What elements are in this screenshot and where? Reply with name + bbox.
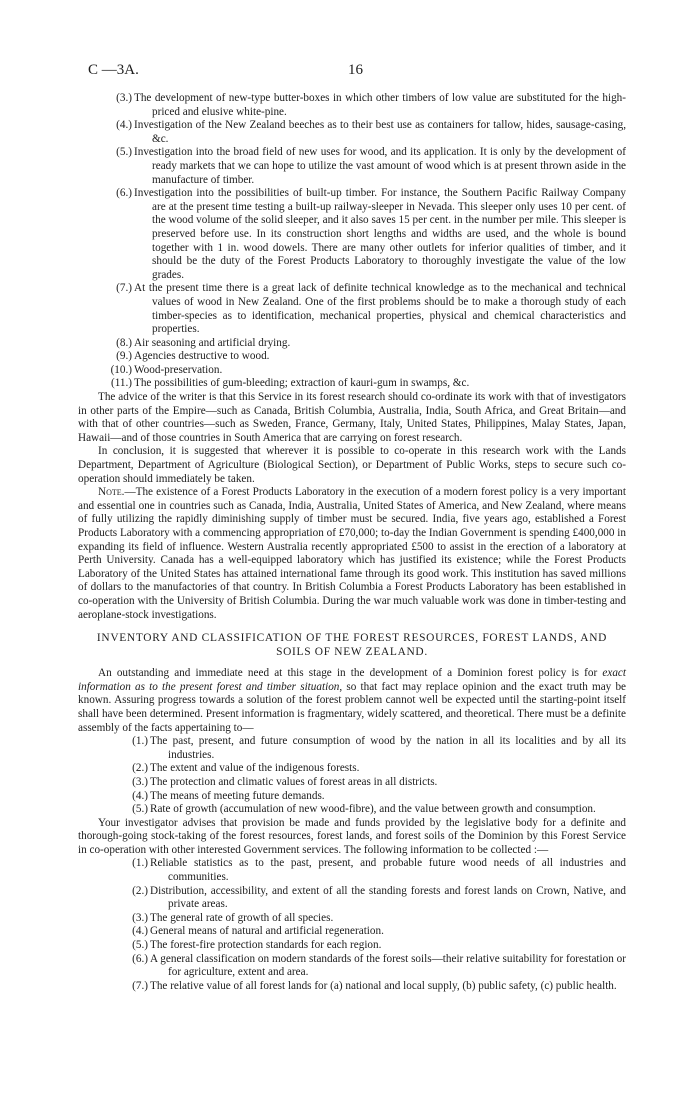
list-item: (3.) The protection and climatic values of forest areas in all districts. [132, 775, 438, 788]
list-item: (5.) The forest-fire protection standards for each region. [132, 939, 382, 952]
list-item: (4.) General means of natural and artificial regeneration. [132, 925, 384, 938]
document-reference: C —3A. [88, 62, 139, 78]
section-heading: INVENTORY AND CLASSIFICATION OF THE FOREST RESOURCES, FOREST LANDS, AND SOILS OF NEW ZEALAND. [96, 632, 608, 659]
list-item: (2.) Distribution, accessibility, and extent of all the standing forests and forest lands on Crown, Native, and private areas. [132, 884, 626, 911]
list-item: (1.) The past, present, and future consumption of wood by the nation in all its localities and by all its industries. [132, 735, 626, 761]
list-item: (8.) Air seasoning and artificial drying. [116, 336, 291, 349]
conclusion-paragraph: In conclusion, it is suggested that wherever it is possible to co-operate in this research work with the Lands Department, Department of Agriculture (Biological Section), or Department of Public Works, steps to secure such co-operation should immediately be taken. [78, 445, 626, 485]
page-header [88, 62, 612, 84]
list-item: (3.) The general rate of growth of all species. [132, 911, 334, 924]
note-text: —The existence of a Forest Products Laboratory in the execution of a modern forest policy is a very important and essential one in countries such as Canada, India, Australia, United States of America, and New Zealand, where means of fully utilizing the rapidly diminishing supply of timber must be secured. India, five years ago, established a Forest Products Laboratory with a commencing appropriation of £70,000; to-day the Indian Government is spending £400,000 in expanding its field of influence. Western Australia recently appropriated £500 to assist in the erection of a laboratory at Perth University. Canada has a well-equipped laboratory which has justified its existence; while the Forest Products Laboratory of the United States has attained international fame through its good work. This institution has saved millions of dollars to the manufactories of that country. In British Columbia a Forest Products Laboratory has been established in co-operation with the University of British Columbia. During the war much valuable work was done in timber-testing and aeroplane-stock investigations. [78, 486, 626, 621]
advice-paragraph: The advice of the writer is that this Service in its forest research should co-ordinate its work with that of investigators in other parts of the Empire—such as Canada, British Columbia, Australia, India, South Africa, and Great Britain—and with that of other countries—such as Sweden, France, Germany, Italy, United States, Philippines, Malay States, Japan, Hawaii—and of those countries in South America that are carrying on forest research. [78, 391, 626, 444]
list-item: (11.) The possibilities of gum-bleeding; extraction of kauri-gum in swamps, &c. [110, 377, 470, 390]
list-item: (6.) Investigation into the possibilities of built-up timber. For instance, the Southern Pacific Railway Company are at the present time testing a built-up railway-sleeper in Nevada. This sleeper only uses 10 per cent. of the wood volume of the solid sleeper, and it also saves 15 per cent. in the number per mile. This sleeper is preserved before use. In its construction short lengths and widths are used, and the whole is bound together with 1 in. wood dowels. There are many other outlets for inferior qualities of timber, and it should be the duty of the Forest Products Laboratory to thoroughly investigate the value of the low grades. [116, 187, 626, 281]
need-paragraph: An outstanding and immediate need at this stage in the development of a Dominion forest policy is for exact information as to the present forest and timber situation, so that fact may replace opinion and the exact truth may be known. Assuring progress towards a solution of the forest problem cannot well be expected until the starting-point itself shall have been determined. Present information is fragmentary, widely scattered, and theoretical. There must be a definite assembly of the facts appertaining to— [78, 667, 627, 734]
page-number: 16 [348, 62, 363, 78]
facts-list [78, 735, 626, 817]
emphasis-text: exact information as to the present forest and timber situation [78, 667, 626, 693]
provision-paragraph: Your investigator advises that provision be made and funds provided by the legislative body for a definite and thorough-going stock-taking of the forest resources, forest lands, and forest soils of the Dominion by this Forest Service in co-operation with other interested Government services. The following information to be collected :— [78, 816, 626, 856]
list-item: (7.) At the present time there is a great lack of definite technical knowledge as to the mechanical and technical values of wood in New Zealand. One of the first problems should be to make a thorough study of each timber-species as to identification, mechanical properties, physical and chemical characteristics and properties. [116, 282, 626, 336]
list-item: (7.) The relative value of all forest lands for (a) national and local supply, (b) public safety, (c) public health. [132, 979, 617, 992]
list-item: (9.) Agencies destructive to wood. [116, 350, 270, 363]
note-paragraph [78, 486, 626, 622]
list-item: (2.) The extent and value of the indigenous forests. [132, 762, 360, 775]
list-item: (5.) Rate of growth (accumulation of new wood-fibre), and the value between growth and consumption. [132, 803, 596, 816]
information-list [78, 857, 626, 993]
list-item: (10.) Wood-preservation. [110, 363, 223, 376]
list-item: (4.) The means of meeting future demands. [132, 789, 325, 802]
list-item: (4.) Investigation of the New Zealand beeches as to their best use as containers for tallow, hides, sausage-casing, &c. [116, 119, 626, 145]
research-list [78, 92, 626, 391]
list-item: (3.) The development of new-type butter-boxes in which other timbers of low value are substituted for the high-priced and elusive white-pine. [116, 92, 626, 118]
note-label: Note. [98, 486, 125, 499]
list-item: (5.) Investigation into the broad field of new uses for wood, and its application. It is only by the development of ready markets that we can hope to utilize the vast amount of wood which is at present thrown aside in the manufacture of timber. [116, 146, 626, 186]
list-item: (6.) A general classification on modern standards of the forest soils—their relative suitability for forestation or for agriculture, extent and area. [132, 952, 626, 979]
list-item: (1.) Reliable statistics as to the past, present, and probable future wood needs of all industries and communities. [132, 857, 626, 884]
page-body [78, 92, 626, 993]
